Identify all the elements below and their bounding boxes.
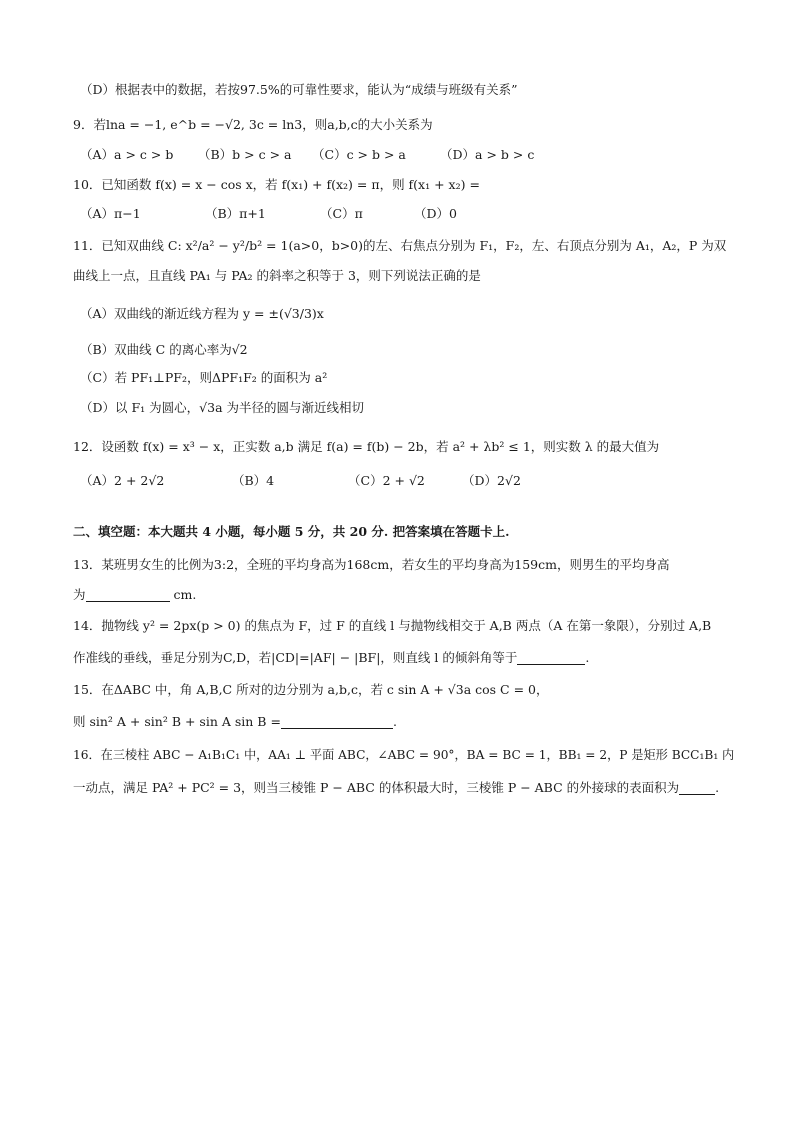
q12-options	[80, 471, 734, 491]
q14-answer-blank[interactable]	[517, 650, 585, 665]
q16-text-after-blank: .	[715, 780, 720, 795]
q15-text-before-blank: 则 sin² A + sin² B + sin A sin B =	[73, 714, 281, 729]
q15-stem-line1: 15．在ΔABC 中，角 A,B,C 所对的边分别为 a,b,c，若 c sin A + √3a cos C = 0，	[73, 682, 549, 697]
q11-option-b: （B）双曲线 C 的离心率为√2	[80, 342, 248, 357]
q10-option-a: （A）π−1	[80, 206, 141, 221]
q11-option-a: （A）双曲线的渐近线方程为 y = ±(√3/3)x	[80, 306, 324, 321]
q9-option-a: （A）a > c > b	[80, 147, 174, 162]
q10-option-b: （B）π+1	[205, 206, 266, 221]
q12-option-a: （A）2 + 2√2	[80, 473, 165, 488]
q11-stem-line2: 曲线上一点，且直线 PA₁ 与 PA₂ 的斜率之积等于 3，则下列说法正确的是	[73, 268, 481, 283]
q10-option-d: （D）0	[414, 206, 457, 221]
q15-answer-blank[interactable]	[281, 714, 393, 729]
q8-option-d: （D）根据表中的数据，若按97.5%的可靠性要求，能认为“成绩与班级有关系”	[80, 82, 518, 97]
q15-text-after-blank: .	[392, 714, 397, 729]
q14-text-before-blank: 作准线的垂线，垂足分别为C,D，若|CD|=|AF| − |BF|，则直线 l 的倾斜角等于	[73, 650, 518, 665]
q13-stem-line2	[73, 585, 734, 605]
q13-stem-line1: 13．某班男女生的比例为3:2，全班的平均身高为168cm，若女生的平均身高为159cm，则男生的平均身高	[73, 557, 670, 572]
q9-option-d: （D）a > b > c	[440, 147, 535, 162]
q14-text-after-blank: .	[585, 650, 590, 665]
q16-stem-line1: 16．在三棱柱 ABC − A₁B₁C₁ 中，AA₁ ⊥ 平面 ABC，∠ABC = 90°，BA = BC = 1，BB₁ = 2，P 是矩形 BCC₁B₁ 内	[73, 747, 735, 762]
q15-stem-line2	[73, 712, 734, 732]
q9-option-c: （C）c > b > a	[312, 147, 406, 162]
q14-stem-line2	[73, 648, 734, 668]
section-2-heading: 二、填空题：本大题共 4 小题，每小题 5 分，共 20 分. 把答案填在答题卡上.	[73, 524, 510, 539]
q13-text-after-blank: cm.	[169, 587, 197, 602]
q12-option-d: （D）2√2	[462, 473, 521, 488]
q16-text-before-blank: 一动点，满足 PA² + PC² = 3，则当三棱锥 P − ABC 的体积最大时，三棱锥 P − ABC 的外接球的表面积为	[73, 780, 680, 795]
q9-stem: 9．若lna = −1, e^b = −√2, 3c = ln3，则a,b,c的大小关系为	[73, 117, 433, 132]
q11-stem-line1: 11．已知双曲线 C: x²/a² − y²/b² = 1(a>0，b>0)的左、右焦点分别为 F₁，F₂，左、右顶点分别为 A₁，A₂，P 为双	[73, 238, 727, 253]
q12-stem: 12．设函数 f(x) = x³ − x，正实数 a,b 满足 f(a) = f(b) − 2b，若 a² + λb² ≤ 1，则实数 λ 的最大值为	[73, 439, 660, 454]
q12-option-b: （B）4	[232, 473, 275, 488]
q9-options	[80, 145, 734, 165]
q14-stem-line1: 14．抛物线 y² = 2px(p > 0) 的焦点为 F，过 F 的直线 l 与抛物线相交于 A,B 两点（A 在第一象限），分别过 A,B	[73, 618, 712, 633]
q10-stem: 10．已知函数 f(x) = x − cos x，若 f(x₁) + f(x₂) = π，则 f(x₁ + x₂) =	[73, 177, 480, 192]
q11-option-c: （C）若 PF₁⊥PF₂，则ΔPF₁F₂ 的面积为 a²	[80, 370, 328, 385]
q16-answer-blank[interactable]	[679, 780, 715, 795]
q10-option-c: （C）π	[320, 206, 363, 221]
q9-option-b: （B）b > c > a	[198, 147, 292, 162]
q12-option-c: （C）2 + √2	[348, 473, 425, 488]
q11-option-d: （D）以 F₁ 为圆心，√3a 为半径的圆与渐近线相切	[80, 400, 364, 415]
q13-answer-blank[interactable]	[86, 587, 170, 602]
q13-text-before-blank: 为	[73, 587, 86, 602]
q10-options	[80, 204, 734, 224]
q16-stem-line2	[73, 778, 734, 798]
